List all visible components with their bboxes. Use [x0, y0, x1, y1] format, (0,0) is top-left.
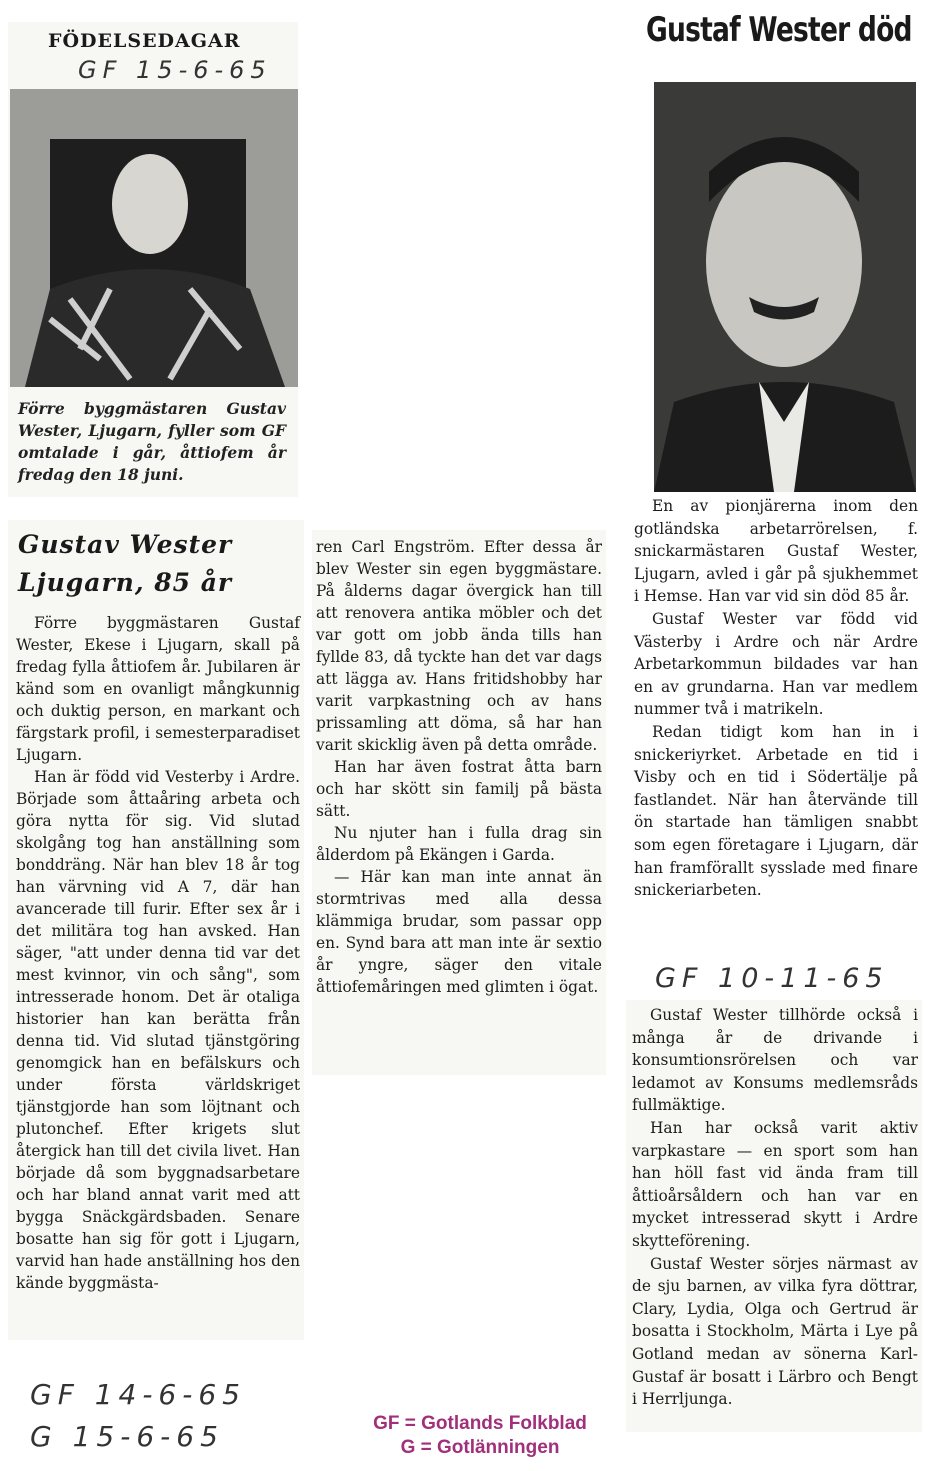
death-clipping — [640, 10, 920, 495]
article-stamp-g: G 15-6-65 — [30, 1420, 224, 1453]
article-col2-paragraph: Nu njuter han i fulla drag sin ålderdom på Ekängen i Garda. — [316, 824, 602, 864]
article-title-line2: Ljugarn, 85 år — [18, 568, 233, 597]
article-col2-paragraph: — Här kan man inte annat än stormtrivas med alla dessa klämmiga brudar, som passar opp en. Synd bara att man inte är sextio år yngre, säger den vitale åttiofemåringen med glimten i ögat. — [316, 868, 602, 996]
obituary-paragraph: Redan tidigt kom han in i snickeriyrket. Arbetade en tid i Visby och en tid i Södertälje på fastlandet. När han återvände till ön startade han tämligen snabbt som egen företagare i Ljugarn, där han framförallt sysslade med finare snickeriarbeten. — [634, 722, 918, 900]
wester-portrait-photo — [654, 82, 916, 492]
birthday-portrait-photo — [10, 89, 298, 387]
birthday-clipping — [8, 22, 298, 497]
article-col1-paragraph: Förre byggmästaren Gustaf Wester, Ekese i Ljugarn, skall på fredag fylla åttiofem år. Jubilaren är känd som en ovanligt mångkunnig och duktig person, en markant och färgstark profil, i semesterparadiset Ljugarn. — [16, 614, 300, 764]
death-headline: Gustaf Wester död — [646, 10, 912, 50]
obituary-paragraph: Gustaf Wester sörjes närmast av de sju barnen, av vilka fyra döttrar, Clary, Lydia, Olga och Gertrud är bosatta i Stockholm, Märta i Lye på Gotland medan av sönerna Karl-Gustaf är bosatt i Lärbro och Bengt i Herrljunga. — [632, 1254, 918, 1409]
obituary-bottom — [626, 1000, 922, 1432]
obituary-top — [630, 495, 922, 945]
article-title-line1: Gustav Wester — [18, 530, 233, 559]
article-col2-paragraph: ren Carl Engström. Efter dessa år blev Wester sin egen byggmästare. På ålderns dagar övergick han till att renovera antika möbler och det var gott om jobb ända tills han fyllde 83, då tyckte han det var dags att lägga av. Hans fritidshobby har varit varpkastning och av hans prissamling att döma, så har han varit skicklig även på detta område. — [316, 538, 602, 754]
legend-gf: GF = Gotlands Folkblad — [373, 1413, 587, 1434]
article-col2-paragraph: Han har även fostrat åtta barn och har skött sin familj på bästa sätt. — [316, 758, 602, 820]
obituary-paragraph: Gustaf Wester tillhörde också i många år de drivande i konsumtionsrörelsen och var ledamot av Konsums medlemsråds fullmäktige. — [632, 1006, 918, 1115]
source-legend — [330, 1412, 630, 1460]
obituary-column-top — [634, 495, 918, 902]
legend-g: G = Gotlänningen — [400, 1437, 560, 1458]
birthday-stamp: GF 15-6-65 — [78, 56, 272, 84]
article-column-2 — [316, 536, 602, 998]
birthday-header: FÖDELSEDAGAR — [48, 30, 241, 52]
article-85-column-2 — [312, 530, 606, 1075]
obituary-stamp: GF 10-11-65 — [655, 963, 889, 994]
article-col1-paragraph: Han är född vid Vesterby i Ardre. Började som åttaåring arbeta och göra nytta för sig. Vid slutad skolgång tog han anställning som bonddräng. När han blev 18 år tog han värvning vid A 7, där han avancerade till furir. Efter sex år i det militära tog han avsked. Han säger, "att under denna tid var det mest kvinnor, vin och sång", som intresserade honom. Det är otaliga historier han kan berätta från denna tid. Vid slutad tjänstgöring genomgick han en befälskurs och under första världskriget tjänstgjorde han som löjtnant och plutonchef. Efter krigets slut återgick han till det civila livet. Han började då som byggnadsarbetare och har bland annat varit med att bygga Snäckgärdsbaden. Senare bosatte han sig för gott i Ljugarn, varvid han hade anställning hos den kände byggmästa- — [16, 768, 300, 1292]
obituary-paragraph: En av pionjärerna inom den gotländska arbetarrörelsen, f. snickarmästaren Gustaf Wester, Ljugarn, avled i går på sjukhemmet i Hemse. Han var vid sin död 85 år. — [634, 497, 918, 606]
obituary-paragraph: Gustaf Wester var född vid Västerby i Ardre och när Ardre Arbetarkommun bildades var han en av grundarna. Han var medlem nummer två i matrikeln. — [634, 609, 918, 719]
article-85-clipping — [8, 520, 304, 1340]
obituary-column-bottom — [632, 1004, 918, 1411]
article-stamp-gf: GF 14-6-65 — [30, 1378, 246, 1411]
obituary-paragraph: Han har också varit aktiv varpkastare — en sport som han han höll fast vid ända fram till åttioårsåldern och han var en mycket intresserad skytt i Ardre skytteförening. — [632, 1118, 918, 1250]
article-column-1 — [16, 612, 300, 1294]
birthday-caption: Förre byggmästaren Gustav Wester, Ljugarn, fyller som GF omtalade i går, åttiofem år fredag den 18 juni. — [18, 399, 286, 484]
